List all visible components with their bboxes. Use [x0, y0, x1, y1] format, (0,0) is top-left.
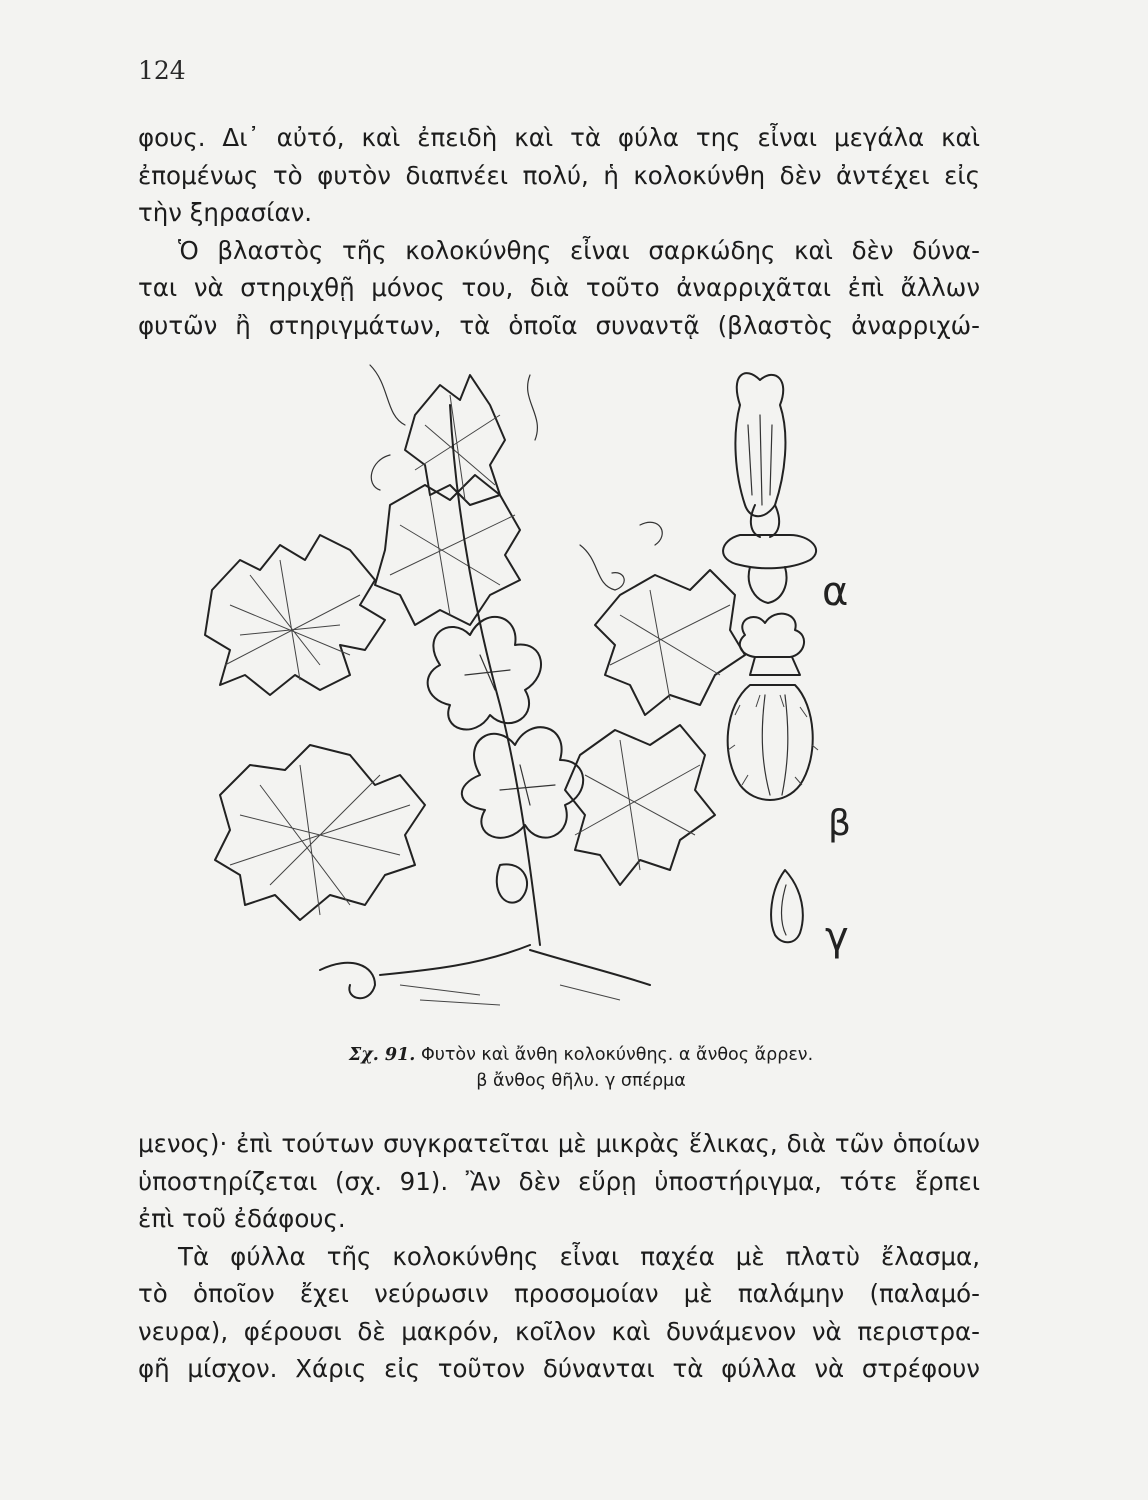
plant-leaves: [205, 375, 745, 920]
text-line: φῆ μίσχον. Χάρις εἰς τοῦτον δύνανται τὰ φύλλα νὰ στρέφουν: [138, 1354, 980, 1383]
top-paragraphs: [138, 119, 980, 344]
caption-line-2: β ἄνθος θῆλυ. γ σπέρμα: [476, 1071, 686, 1091]
figure-caption: [276, 1042, 886, 1094]
text-line: Ὁ βλαστὸς τῆς κολοκύνθης εἶναι σαρκώδης καὶ δὲν δύνα-: [178, 235, 980, 265]
text-line: Τὰ φύλλα τῆς κολοκύνθης εἶναι παχέα μὲ πλατὺ ἔλασμα,: [178, 1241, 980, 1271]
pumpkin-plant-figure: [200, 345, 880, 1035]
text-line: νευρα), φέρουσι δὲ μακρόν, κοῖλον καὶ δυνάμενον νὰ περιστρα-: [138, 1316, 980, 1346]
label-beta: β: [828, 803, 851, 844]
text-line: ται νὰ στηριχθῇ μόνος του, διὰ τοῦτο ἀναρριχᾶται ἐπὶ ἄλλων: [138, 273, 980, 302]
caption-text-1: Φυτὸν καὶ ἄνθη κολοκύνθης. α ἄνθος ἄρρεν.: [420, 1045, 814, 1065]
label-gamma: γ: [825, 914, 849, 960]
female-flower-beta: [728, 614, 818, 800]
text-line: μενος)· ἐπὶ τούτων συγκρατεῖται μὲ μικρὰς ἕλικας, διὰ τῶν ὁποίων: [138, 1129, 980, 1158]
page-number: 124: [138, 56, 186, 85]
text-line: τὸ ὁποῖον ἔχει νεύρωσιν προσομοίαν μὲ παλάμην (παλαμό-: [138, 1279, 980, 1308]
figure-number: Σχ. 91.: [348, 1045, 416, 1065]
caption-line-1: [276, 1042, 886, 1068]
text-line: ὑποστηρίζεται (σχ. 91). Ἂν δὲν εὕρῃ ὑποστήριγμα, τότε ἕρπει: [138, 1166, 980, 1196]
bottom-paragraphs: [138, 1125, 980, 1388]
male-flower-alpha: [723, 373, 816, 603]
text-line: φυτῶν ἢ στηριγμάτων, τὰ ὁποῖα συναντᾷ (βλαστὸς ἀναρριχώ-: [138, 310, 980, 340]
plant-stems: [320, 365, 662, 1005]
seed-gamma: [771, 870, 803, 942]
text-line: φους. Δι᾽ αὐτό, καὶ ἐπειδὴ καὶ τὰ φύλα της εἶναι μεγάλα καὶ: [138, 123, 980, 152]
text-line: ἐπὶ τοῦ ἐδάφους.: [138, 1204, 346, 1233]
pumpkin-plant-illustration: [200, 345, 880, 1035]
label-alpha: α: [822, 569, 849, 615]
text-line: τὴν ξηρασίαν.: [138, 198, 313, 227]
text-line: ἐπομένως τὸ φυτὸν διαπνέει πολύ, ἡ κολοκύνθη δὲν ἀντέχει εἰς: [138, 160, 980, 190]
